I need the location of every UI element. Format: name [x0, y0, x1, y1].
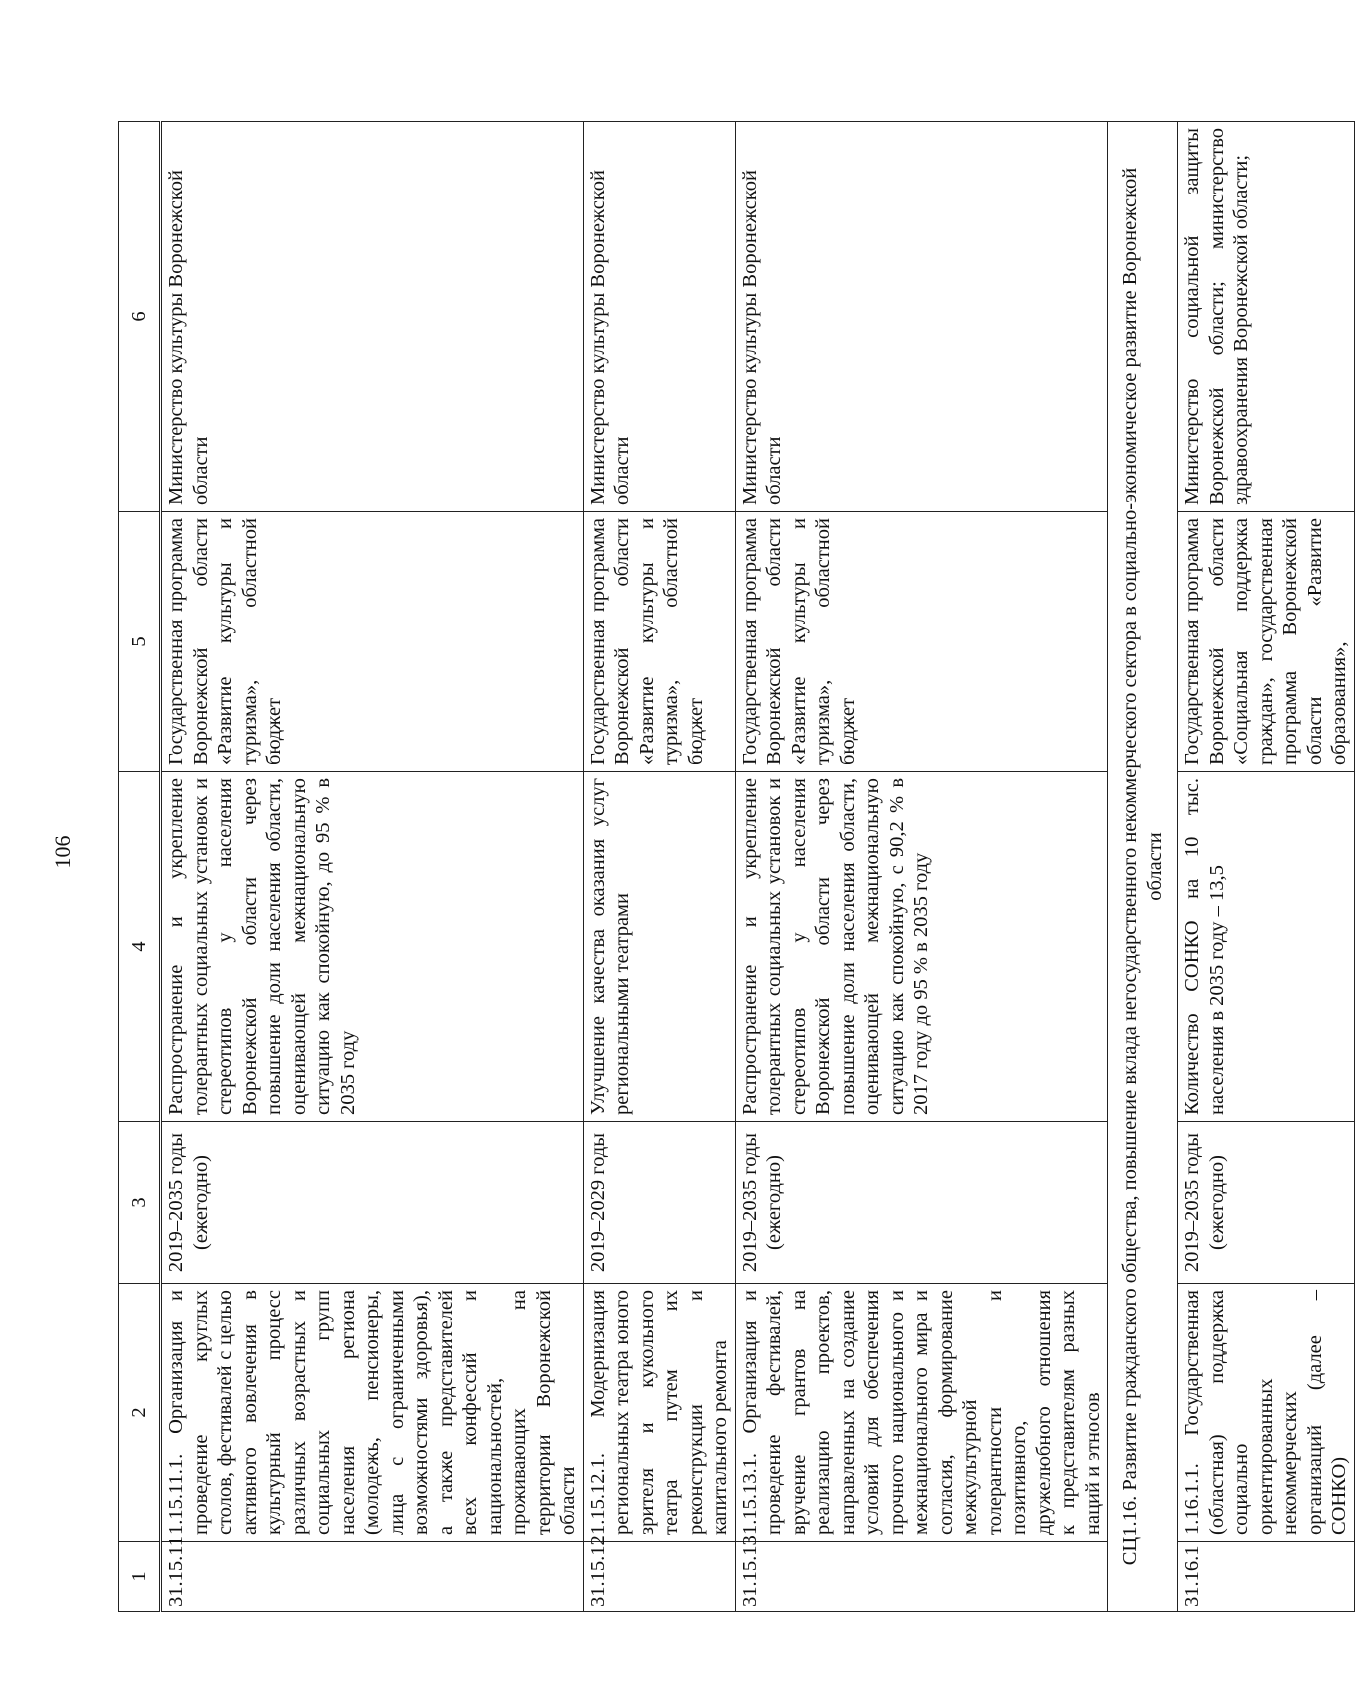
column-header-2: 2 — [119, 1284, 161, 1542]
result-cell: Распространение и укрепление толерантных социальных установок и стереотипов у населения Воронежской области через повышение доли населения области, оценивающей межнациональную ситуацию как спокойную, до 95 % в 2035 году — [161, 772, 584, 1122]
section-row — [1108, 122, 1178, 1612]
column-header-4: 4 — [119, 772, 161, 1122]
column-number-row — [119, 122, 161, 1612]
rotated-table-container — [118, 122, 1350, 1612]
table-row — [161, 122, 584, 1612]
measure-cell: 1.15.13.1. Организация и проведение фестивалей, вручение грантов на реализацию проектов, направленных на создание условий для обеспечения прочного национального и межнационального мира и согласия, формирование межкультурной толерантности и позитивного, дружелюбного отношения к представителям разных наций и этносов — [735, 1284, 1108, 1542]
column-header-3: 3 — [119, 1122, 161, 1284]
measure-cell: 1.16.1.1. Государственная (областная) поддержка социально ориентированных некоммерческих организаций (далее – СОНКО) — [1178, 1284, 1355, 1542]
row-number: 31.15.12 — [583, 1542, 735, 1612]
result-cell: Улучшение качества оказания услуг региональными театрами — [583, 772, 735, 1122]
table-row — [735, 122, 1108, 1612]
program-cell: Государственная программа Воронежской области «Развитие культуры и туризма», областной бюджет — [161, 512, 584, 772]
column-header-6: 6 — [119, 122, 161, 512]
page-number: 106 — [50, 835, 75, 869]
column-header-1: 1 — [119, 1542, 161, 1612]
measure-cell: 1.15.12.1. Модернизация региональных театра юного зрителя и кукольного театра путем их реконструкции и капитального ремонта — [583, 1284, 735, 1542]
executor-cell: Министерство культуры Воронежской области — [735, 122, 1108, 512]
row-number: 31.16.1 — [1178, 1542, 1355, 1612]
executor-cell: Министерство культуры Воронежской области — [161, 122, 584, 512]
measure-cell: 1.15.11.1. Организация и проведение круглых столов, фестивалей с целью активного вовлечения в культурный процесс различных возрастных и социальных групп населения региона (молодежь, пенсионеры, лица с ограниченными возможностями здоровья), а также представителей всех конфессий и национальностей, проживающих на территории Воронежской области — [161, 1284, 584, 1542]
executor-cell: Министерство культуры Воронежской области — [583, 122, 735, 512]
section-heading: СЦ1.16. Развитие гражданского общества, повышение вклада негосударственного некоммерческого сектора в социально-экономическое развитие Воронежской области — [1108, 122, 1178, 1612]
period-cell: 2019–2029 годы — [583, 1122, 735, 1284]
column-header-5: 5 — [119, 512, 161, 772]
result-cell: Количество СОНКО на 10 тыс. населения в 2035 году – 13,5 — [1178, 772, 1355, 1122]
program-cell: Государственная программа Воронежской области «Социальная поддержка граждан», государственная программа Воронежской области «Развитие образования», — [1178, 512, 1355, 772]
row-number: 31.15.11 — [161, 1542, 584, 1612]
program-cell: Государственная программа Воронежской области «Развитие культуры и туризма», областной бюджет — [583, 512, 735, 772]
period-cell: 2019–2035 годы (ежегодно) — [735, 1122, 1108, 1284]
period-cell: 2019–2035 годы (ежегодно) — [1178, 1122, 1355, 1284]
period-cell: 2019–2035 годы (ежегодно) — [161, 1122, 584, 1284]
executor-cell: Министерство социальной защиты Воронежской области; министерство здравоохранения Воронежской области; — [1178, 122, 1355, 512]
program-cell: Государственная программа Воронежской области «Развитие культуры и туризма», областной бюджет — [735, 512, 1108, 772]
table-row — [583, 122, 735, 1612]
row-number: 31.15.13 — [735, 1542, 1108, 1612]
program-table — [118, 121, 1355, 1612]
table-row — [1178, 122, 1355, 1612]
result-cell: Распространение и укрепление толерантных социальных установок и стереотипов у населения Воронежской области через повышение доли населения области, оценивающей межнациональную ситуацию как спокойную, с 90,2 % в 2017 году до 95 % в 2035 году — [735, 772, 1108, 1122]
